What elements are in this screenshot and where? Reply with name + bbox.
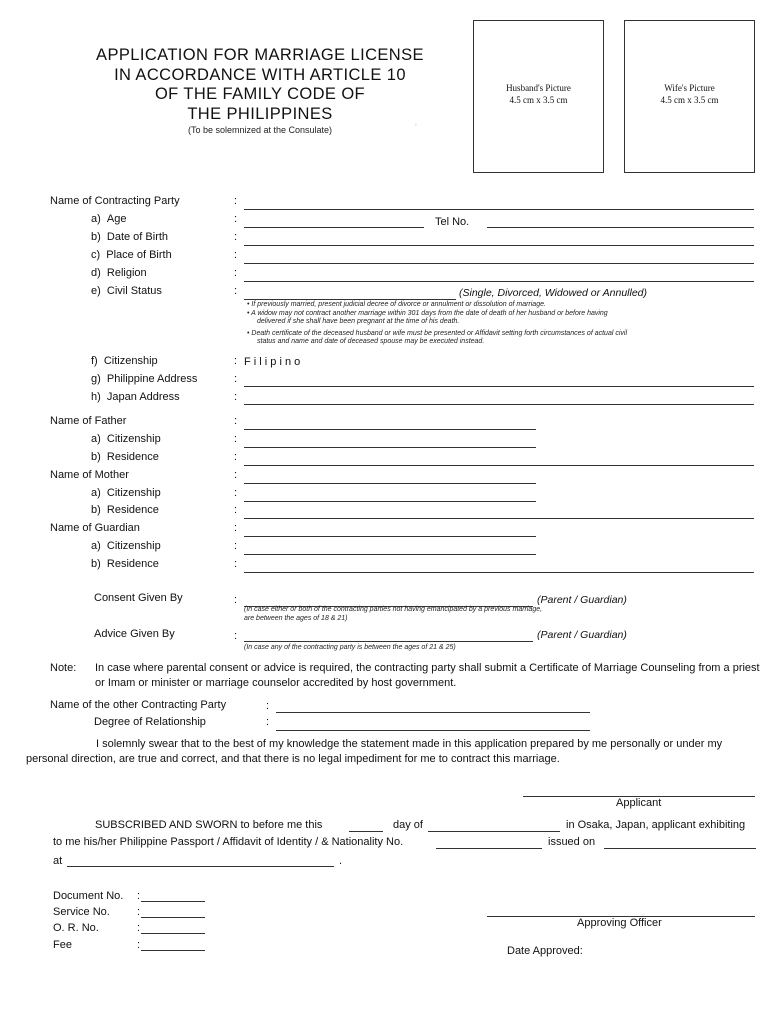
age-label: a) Age xyxy=(91,213,127,225)
issued-at-field[interactable] xyxy=(67,866,334,867)
document-no-field[interactable] xyxy=(141,901,205,902)
pob-label: c) Place of Birth xyxy=(91,249,172,261)
civil-note-4: • Death certificate of the deceased husband or wife must be presented or Affidavit setting forth circumstances of actual civil xyxy=(247,329,627,337)
colon: : xyxy=(234,433,238,445)
contracting-party-heading: Name of Contracting Party xyxy=(50,195,180,207)
consent-note-1: (In case either or both of the contracting parties not having emancipated by a previous marriage, xyxy=(244,606,543,613)
consent-note-2: are between the ages of 18 & 21) xyxy=(244,614,348,622)
colon: : xyxy=(137,906,141,918)
colon: : xyxy=(137,890,141,902)
guardian-heading: Name of Guardian xyxy=(50,522,140,534)
consent-label: Consent Given By xyxy=(94,592,183,604)
guardian-citizenship-label: a) Citizenship xyxy=(91,540,161,552)
title-line-1: APPLICATION FOR MARRIAGE LICENSE xyxy=(96,46,424,64)
father-name-field[interactable] xyxy=(244,429,536,430)
sworn-text-1: SUBSCRIBED AND SWORN to before me this xyxy=(95,819,323,831)
title-line-3: OF THE FAMILY CODE OF xyxy=(154,85,366,103)
wife-picture-label: Wife's Picture xyxy=(664,83,715,93)
mother-residence-field[interactable] xyxy=(244,518,754,519)
mother-heading: Name of Mother xyxy=(50,469,129,481)
scan-speck: ‘ xyxy=(415,122,417,132)
sworn-text-3: in Osaka, Japan, applicant exhibiting xyxy=(566,819,746,831)
title-line-4: THE PHILIPPINES xyxy=(187,104,333,123)
form-title xyxy=(40,46,480,124)
sworn-text-5: issued on xyxy=(548,836,596,848)
sworn-text-2: day of xyxy=(393,819,423,831)
father-residence-label: b) Residence xyxy=(91,451,159,463)
advice-suffix: (Parent / Guardian) xyxy=(537,629,627,641)
fee-label: Fee xyxy=(53,939,72,951)
mother-residence-label: b) Residence xyxy=(91,504,159,516)
civil-status-options: (Single, Divorced, Widowed or Annulled) xyxy=(459,287,648,299)
husband-picture-label: Husband's Picture xyxy=(506,83,571,93)
philippine-address-label: g) Philippine Address xyxy=(91,373,198,385)
religion-label: d) Religion xyxy=(91,267,147,279)
wife-picture-size: 4.5 cm x 3.5 cm xyxy=(660,95,719,105)
colon: : xyxy=(137,939,141,951)
colon: : xyxy=(234,630,238,642)
date-approved-label: Date Approved: xyxy=(507,945,583,957)
or-no-field[interactable] xyxy=(141,933,205,934)
father-citizenship-label: a) Citizenship xyxy=(91,433,161,445)
guardian-residence-field[interactable] xyxy=(244,572,754,573)
religion-field[interactable] xyxy=(244,281,754,282)
other-party-heading: Name of the other Contracting Party xyxy=(50,699,227,711)
consent-suffix: (Parent / Guardian) xyxy=(537,594,627,606)
degree-field[interactable] xyxy=(276,730,590,731)
sworn-text-6: at xyxy=(53,855,63,867)
oath-statement: I solemnly swear that to the best of my knowledge the statement made in this application prepared by me personally or under my personal direction, are true and correct, and that there is no legal impediment for me to contract this marriage. xyxy=(26,738,723,765)
colon: : xyxy=(234,267,238,279)
guardian-citizenship-field[interactable] xyxy=(244,554,536,555)
document-no-label: Document No. xyxy=(53,890,124,902)
tel-label: Tel No. xyxy=(435,216,470,228)
colon: : xyxy=(234,451,238,463)
guardian-residence-label: b) Residence xyxy=(91,558,159,570)
sworn-day-field[interactable] xyxy=(349,831,383,832)
other-party-name-field[interactable] xyxy=(276,712,590,713)
colon: : xyxy=(234,487,238,499)
or-no-label: O. R. No. xyxy=(53,922,99,934)
colon: : xyxy=(234,540,238,552)
service-no-field[interactable] xyxy=(141,917,205,918)
civil-status-field[interactable] xyxy=(244,299,456,300)
civil-note-2: • A widow may not contract another marriage within 301 days from the date of death of her husband or before having xyxy=(247,309,608,317)
colon: : xyxy=(234,391,238,403)
colon: : xyxy=(234,213,238,225)
wife-picture-box[interactable] xyxy=(624,20,755,173)
sworn-text-4: to me his/her Philippine Passport / Affidavit of Identity / & Nationality No. xyxy=(53,836,404,848)
colon: : xyxy=(234,355,238,367)
age-field[interactable] xyxy=(244,227,424,228)
colon: : xyxy=(234,285,238,297)
passport-number-field[interactable] xyxy=(436,848,542,849)
degree-label: Degree of Relationship xyxy=(94,716,206,728)
citizenship-label: f) Citizenship xyxy=(91,355,158,367)
fee-field[interactable] xyxy=(141,950,205,951)
consent-note xyxy=(244,606,664,623)
approving-officer-label: Approving Officer xyxy=(577,917,662,929)
applicant-label: Applicant xyxy=(616,797,662,809)
philippine-address-field[interactable] xyxy=(244,386,754,387)
note-text: In case where parental consent or advice is required, the contracting party shall submit a Certificate of Marriage Counseling from a priest or Imam or minister or marriage counselor accredited by host government. xyxy=(95,662,760,689)
colon: : xyxy=(137,922,141,934)
civil-status-label: e) Civil Status xyxy=(91,285,162,297)
civil-note-5: status and name and date of deceased spouse may be executed instead. xyxy=(257,338,485,345)
dob-field[interactable] xyxy=(244,245,754,246)
father-citizenship-field[interactable] xyxy=(244,447,536,448)
service-no-label: Service No. xyxy=(53,906,110,918)
sworn-month-field[interactable] xyxy=(428,831,560,832)
mother-citizenship-field[interactable] xyxy=(244,501,536,502)
mother-name-field[interactable] xyxy=(244,483,536,484)
father-heading: Name of Father xyxy=(50,415,127,427)
father-residence-field[interactable] xyxy=(244,465,754,466)
colon: : xyxy=(266,700,270,712)
title-line-2: IN ACCORDANCE WITH ARTICLE 10 xyxy=(114,65,406,84)
mother-citizenship-label: a) Citizenship xyxy=(91,487,161,499)
tel-field[interactable] xyxy=(487,227,754,228)
period: . xyxy=(339,855,343,867)
dob-label: b) Date of Birth xyxy=(91,231,169,243)
husband-picture-box[interactable] xyxy=(473,20,604,173)
colon: : xyxy=(266,716,270,728)
colon: : xyxy=(234,522,238,534)
advice-field[interactable] xyxy=(244,641,533,642)
civil-note-3: delivered if she shall have been pregnant at the time of his death. xyxy=(257,318,460,325)
japan-address-label: h) Japan Address xyxy=(91,391,180,403)
colon: : xyxy=(234,504,238,516)
guardian-name-field[interactable] xyxy=(244,536,536,537)
colon: : xyxy=(234,373,238,385)
colon: : xyxy=(234,558,238,570)
colon: : xyxy=(234,415,238,427)
civil-status-notes xyxy=(247,301,757,347)
civil-note-1: • If previously married, present judicial decree of divorce or annulment or dissolution of marriage. xyxy=(247,301,546,308)
pob-field[interactable] xyxy=(244,263,754,264)
colon: : xyxy=(234,469,238,481)
issued-on-field[interactable] xyxy=(604,848,756,849)
form-subtitle: (To be solemnized at the Consulate) xyxy=(187,125,333,135)
japan-address-field[interactable] xyxy=(244,404,754,405)
contracting-party-name-field[interactable] xyxy=(244,209,754,210)
note-label: Note: xyxy=(50,662,77,674)
colon: : xyxy=(234,231,238,243)
husband-picture-size: 4.5 cm x 3.5 cm xyxy=(509,95,568,105)
colon: : xyxy=(234,195,238,207)
citizenship-value: F i l i p i n o xyxy=(244,356,301,368)
advice-label: Advice Given By xyxy=(94,628,175,640)
colon: : xyxy=(234,249,238,261)
advice-note: (In case any of the contracting party is between the ages of 21 & 25) xyxy=(244,644,456,651)
colon: : xyxy=(234,594,238,606)
